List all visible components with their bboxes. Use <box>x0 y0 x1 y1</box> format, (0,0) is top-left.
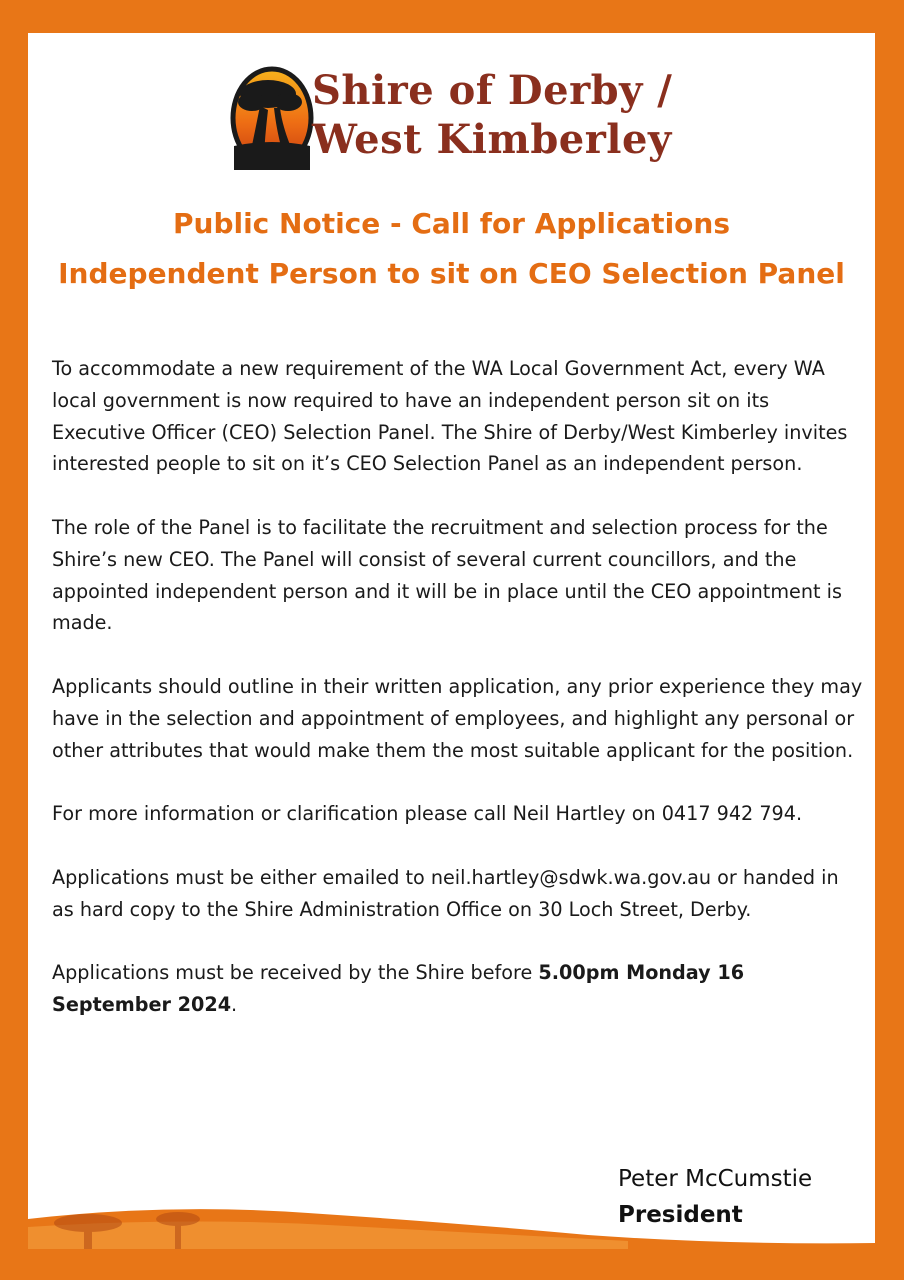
paragraph-deadline <box>52 957 864 1021</box>
notice-title-line2: Independent Person to sit on CEO Selection Panel <box>58 257 845 290</box>
paragraph-submission-method: Applications must be either emailed to neil.hartley@sdwk.wa.gov.au or handed in as hard copy to the Shire Administration Office on 30 Loch Street, Derby. <box>52 865 839 921</box>
notice-body <box>52 353 864 1053</box>
footer-landscape-decoration <box>28 1199 875 1249</box>
notice-title-line1: Public Notice - Call for Applications <box>172 207 731 240</box>
shire-logo <box>230 66 680 170</box>
signatory-name: Peter McCumstie <box>618 1166 813 1192</box>
deadline-prefix: Applications must be received by the Shire before <box>52 961 539 985</box>
deadline-suffix: . <box>231 992 238 1016</box>
shire-name-line2: West Kimberley <box>312 116 672 163</box>
paragraph-requirement: To accommodate a new requirement of the WA Local Government Act, every WA local government is now required to have an independent person sit on its Executive Officer (CEO) Selection Panel. The Shire of Derby/West Kimberley invites interested people to sit on it’s CEO Selection Panel as an independent person. <box>52 357 848 476</box>
paragraph-contact-info: For more information or clarification please call Neil Hartley on 0417 942 794. <box>52 802 803 826</box>
paragraph-panel-role: The role of the Panel is to facilitate the recruitment and selection process for the Shire’s new CEO. The Panel will consist of several current councillors, and the appointed independent person and it will be in place until the CEO appointment is made. <box>52 515 842 635</box>
deadline-date: 5.00pm Monday 16 September 2024 <box>52 961 745 1016</box>
paragraph-applicant-guidance: Applicants should outline in their written application, any prior experience they may have in the selection and appointment of employees, and highlight any personal or other attributes that would make them the most suitable applicant for the position. <box>52 674 863 762</box>
signatory-role: President <box>618 1202 743 1228</box>
notice-page <box>28 33 875 1249</box>
boab-tree-sunset-emblem-icon <box>230 66 314 170</box>
shire-name-line1: Shire of Derby / <box>312 67 673 114</box>
notice-title <box>48 199 855 299</box>
shire-name <box>312 66 672 164</box>
